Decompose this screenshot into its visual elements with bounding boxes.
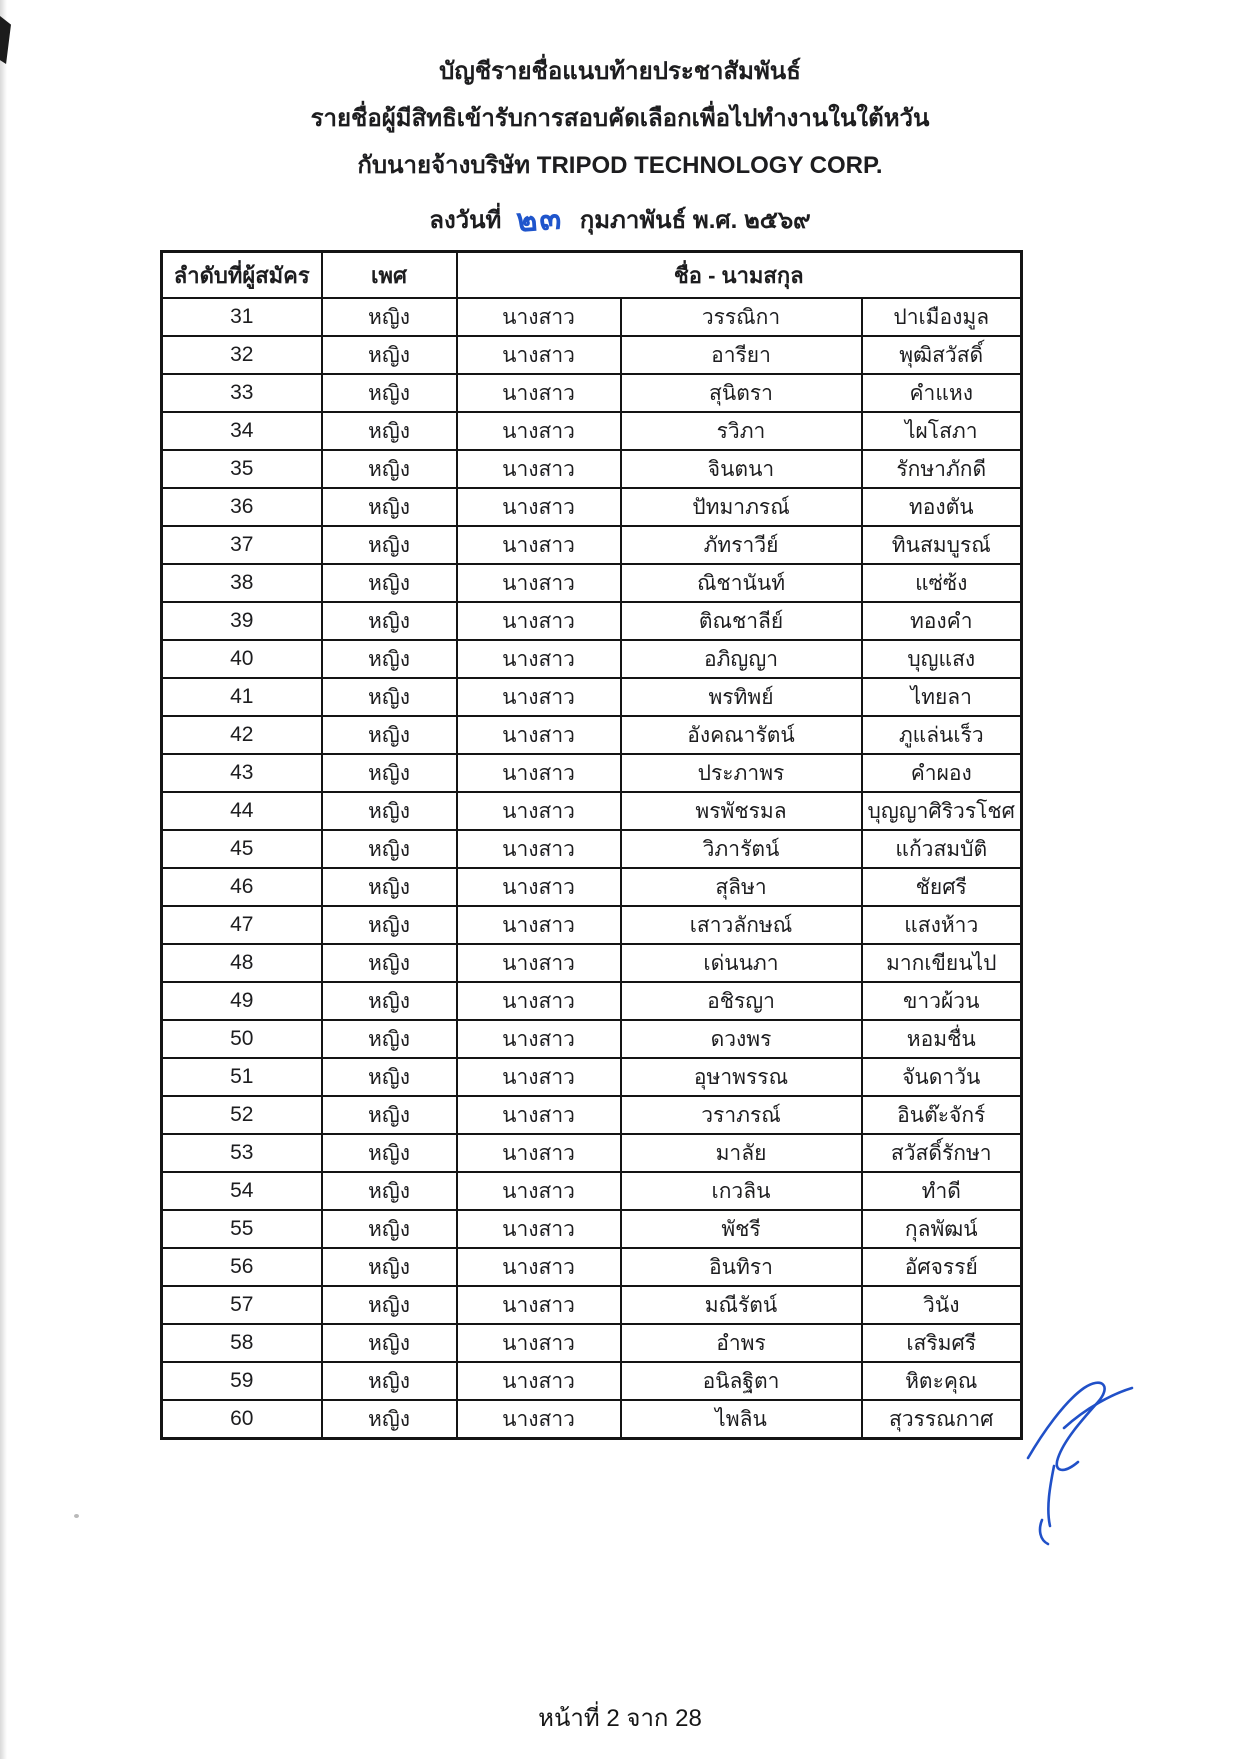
cell-last-name: ไทยลา — [862, 678, 1022, 716]
cell-last-name: จันดาวัน — [862, 1058, 1022, 1096]
table-row — [162, 526, 1022, 564]
cell-title-prefix: นางสาว — [457, 526, 621, 564]
cell-gender: หญิง — [322, 336, 457, 374]
cell-gender: หญิง — [322, 1286, 457, 1324]
cell-last-name: มากเขียนไป — [862, 944, 1022, 982]
handwritten-signature — [1008, 1362, 1158, 1552]
table-row — [162, 412, 1022, 450]
cell-gender: หญิง — [322, 868, 457, 906]
cell-last-name: เสริมศรี — [862, 1324, 1022, 1362]
cell-last-name: ทองตัน — [862, 488, 1022, 526]
cell-first-name: อุษาพรรณ — [621, 1058, 862, 1096]
table-row — [162, 754, 1022, 792]
cell-first-name: ติณชาลีย์ — [621, 602, 862, 640]
cell-title-prefix: นางสาว — [457, 450, 621, 488]
cell-title-prefix: นางสาว — [457, 868, 621, 906]
cell-gender: หญิง — [322, 830, 457, 868]
cell-title-prefix: นางสาว — [457, 298, 621, 336]
cell-gender: หญิง — [322, 1400, 457, 1439]
cell-title-prefix: นางสาว — [457, 1286, 621, 1324]
cell-last-name: หอมชื่น — [862, 1020, 1022, 1058]
scan-edge-shadow — [0, 0, 7, 1759]
table-row — [162, 1248, 1022, 1286]
cell-order-number: 51 — [162, 1058, 322, 1096]
cell-gender: หญิง — [322, 374, 457, 412]
table-row — [162, 374, 1022, 412]
cell-title-prefix: นางสาว — [457, 412, 621, 450]
cell-order-number: 49 — [162, 982, 322, 1020]
cell-first-name: จินตนา — [621, 450, 862, 488]
cell-gender: หญิง — [322, 298, 457, 336]
table-row — [162, 982, 1022, 1020]
cell-order-number: 54 — [162, 1172, 322, 1210]
cell-order-number: 32 — [162, 336, 322, 374]
cell-gender: หญิง — [322, 1248, 457, 1286]
table-row — [162, 1210, 1022, 1248]
cell-last-name: คำแหง — [862, 374, 1022, 412]
table-row — [162, 1020, 1022, 1058]
cell-last-name: สวัสดิ์รักษา — [862, 1134, 1022, 1172]
cell-order-number: 37 — [162, 526, 322, 564]
cell-title-prefix: นางสาว — [457, 1400, 621, 1439]
cell-title-prefix: นางสาว — [457, 564, 621, 602]
cell-title-prefix: นางสาว — [457, 754, 621, 792]
table-row — [162, 1286, 1022, 1324]
table-row — [162, 488, 1022, 526]
header-full-name: ชื่อ - นามสกุล — [457, 252, 1022, 299]
table-row — [162, 640, 1022, 678]
table-row — [162, 944, 1022, 982]
cell-first-name: รวิภา — [621, 412, 862, 450]
table-row — [162, 716, 1022, 754]
cell-last-name: รักษาภักดี — [862, 450, 1022, 488]
cell-title-prefix: นางสาว — [457, 1020, 621, 1058]
cell-title-prefix: นางสาว — [457, 640, 621, 678]
cell-title-prefix: นางสาว — [457, 716, 621, 754]
cell-order-number: 45 — [162, 830, 322, 868]
cell-last-name: พุฒิสวัสดิ์ — [862, 336, 1022, 374]
cell-order-number: 44 — [162, 792, 322, 830]
cell-order-number: 38 — [162, 564, 322, 602]
cell-title-prefix: นางสาว — [457, 792, 621, 830]
cell-gender: หญิง — [322, 564, 457, 602]
document-date-line — [0, 199, 1240, 239]
cell-gender: หญิง — [322, 716, 457, 754]
table-row — [162, 564, 1022, 602]
cell-first-name: สุนิตรา — [621, 374, 862, 412]
cell-gender: หญิง — [322, 1096, 457, 1134]
cell-title-prefix: นางสาว — [457, 1096, 621, 1134]
table-row — [162, 1134, 1022, 1172]
cell-gender: หญิง — [322, 944, 457, 982]
cell-first-name: วรรณิกา — [621, 298, 862, 336]
cell-order-number: 57 — [162, 1286, 322, 1324]
cell-last-name: สุวรรณกาศ — [862, 1400, 1022, 1439]
cell-first-name: พรทิพย์ — [621, 678, 862, 716]
cell-first-name: พัชรี — [621, 1210, 862, 1248]
cell-order-number: 55 — [162, 1210, 322, 1248]
cell-first-name: อภิญญา — [621, 640, 862, 678]
cell-last-name: แก้วสมบัติ — [862, 830, 1022, 868]
cell-gender: หญิง — [322, 1172, 457, 1210]
table-row — [162, 450, 1022, 488]
table-row — [162, 1172, 1022, 1210]
cell-first-name: ไพลิน — [621, 1400, 862, 1439]
table-row — [162, 868, 1022, 906]
table-row — [162, 1362, 1022, 1400]
cell-title-prefix: นางสาว — [457, 336, 621, 374]
table-row — [162, 602, 1022, 640]
cell-title-prefix: นางสาว — [457, 374, 621, 412]
cell-last-name: ไผโสภา — [862, 412, 1022, 450]
cell-first-name: เกวลิน — [621, 1172, 862, 1210]
cell-first-name: อารียา — [621, 336, 862, 374]
cell-last-name: วินัง — [862, 1286, 1022, 1324]
cell-order-number: 47 — [162, 906, 322, 944]
cell-order-number: 48 — [162, 944, 322, 982]
scan-speck-artifact — [74, 1514, 79, 1518]
cell-last-name: กุลพัฒน์ — [862, 1210, 1022, 1248]
cell-order-number: 33 — [162, 374, 322, 412]
cell-last-name: คำผอง — [862, 754, 1022, 792]
cell-order-number: 58 — [162, 1324, 322, 1362]
cell-order-number: 53 — [162, 1134, 322, 1172]
cell-title-prefix: นางสาว — [457, 602, 621, 640]
cell-first-name: เด่นนภา — [621, 944, 862, 982]
cell-last-name: ภูแล่นเร็ว — [862, 716, 1022, 754]
table-header-row — [162, 252, 1022, 299]
table-row — [162, 1400, 1022, 1439]
cell-title-prefix: นางสาว — [457, 1058, 621, 1096]
cell-title-prefix: นางสาว — [457, 1324, 621, 1362]
cell-first-name: อินทิรา — [621, 1248, 862, 1286]
cell-last-name: ชัยศรี — [862, 868, 1022, 906]
cell-last-name: อัศจรรย์ — [862, 1248, 1022, 1286]
cell-title-prefix: นางสาว — [457, 1248, 621, 1286]
cell-order-number: 40 — [162, 640, 322, 678]
cell-first-name: ณิชานันท์ — [621, 564, 862, 602]
cell-gender: หญิง — [322, 526, 457, 564]
date-suffix-label: กุมภาพันธ์ พ.ศ. ๒๕๖๙ — [579, 207, 811, 234]
cell-first-name: ปัทมาภรณ์ — [621, 488, 862, 526]
cell-gender: หญิง — [322, 678, 457, 716]
cell-gender: หญิง — [322, 1210, 457, 1248]
cell-gender: หญิง — [322, 602, 457, 640]
table-row — [162, 906, 1022, 944]
cell-first-name: อชิรญา — [621, 982, 862, 1020]
cell-order-number: 35 — [162, 450, 322, 488]
cell-order-number: 41 — [162, 678, 322, 716]
cell-first-name: ภัทราวีย์ — [621, 526, 862, 564]
cell-last-name: ขาวผ้วน — [862, 982, 1022, 1020]
cell-first-name: ดวงพร — [621, 1020, 862, 1058]
cell-last-name: ทำดี — [862, 1172, 1022, 1210]
cell-last-name: หิตะคุณ — [862, 1362, 1022, 1400]
header-gender: เพศ — [322, 252, 457, 299]
cell-first-name: วราภรณ์ — [621, 1096, 862, 1134]
cell-gender: หญิง — [322, 412, 457, 450]
table-row — [162, 830, 1022, 868]
cell-order-number: 42 — [162, 716, 322, 754]
cell-title-prefix: นางสาว — [457, 488, 621, 526]
cell-title-prefix: นางสาว — [457, 982, 621, 1020]
cell-gender: หญิง — [322, 792, 457, 830]
cell-gender: หญิง — [322, 640, 457, 678]
document-title-line1: บัญชีรายชื่อแนบท้ายประชาสัมพันธ์ — [439, 58, 801, 85]
cell-gender: หญิง — [322, 982, 457, 1020]
table-row — [162, 1324, 1022, 1362]
table-row — [162, 336, 1022, 374]
cell-gender: หญิง — [322, 450, 457, 488]
cell-last-name: บุญญาศิริวรโชศ — [862, 792, 1022, 830]
cell-first-name: สุลิษา — [621, 868, 862, 906]
cell-order-number: 56 — [162, 1248, 322, 1286]
cell-gender: หญิง — [322, 488, 457, 526]
cell-order-number: 60 — [162, 1400, 322, 1439]
cell-last-name: ทินสมบูรณ์ — [862, 526, 1022, 564]
cell-title-prefix: นางสาว — [457, 1172, 621, 1210]
cell-gender: หญิง — [322, 754, 457, 792]
cell-order-number: 39 — [162, 602, 322, 640]
cell-title-prefix: นางสาว — [457, 830, 621, 868]
cell-first-name: อนิลฐิตา — [621, 1362, 862, 1400]
cell-first-name: เสาวลักษณ์ — [621, 906, 862, 944]
cell-last-name: ปาเมืองมูล — [862, 298, 1022, 336]
cell-title-prefix: นางสาว — [457, 1362, 621, 1400]
cell-last-name: แสงห้าว — [862, 906, 1022, 944]
document-header — [0, 0, 1240, 239]
cell-first-name: พรพัชรมล — [621, 792, 862, 830]
table-row — [162, 1096, 1022, 1134]
cell-title-prefix: นางสาว — [457, 678, 621, 716]
cell-first-name: อังคณารัตน์ — [621, 716, 862, 754]
table-row — [162, 678, 1022, 716]
cell-title-prefix: นางสาว — [457, 1134, 621, 1172]
applicant-roster-table — [160, 250, 1023, 1440]
cell-first-name: มาลัย — [621, 1134, 862, 1172]
cell-title-prefix: นางสาว — [457, 1210, 621, 1248]
cell-title-prefix: นางสาว — [457, 906, 621, 944]
cell-order-number: 59 — [162, 1362, 322, 1400]
cell-last-name: แซ่ซ้ง — [862, 564, 1022, 602]
cell-last-name: บุญแสง — [862, 640, 1022, 678]
cell-first-name: อำพร — [621, 1324, 862, 1362]
header-order-number: ลำดับที่ผู้สมัคร — [162, 252, 322, 299]
cell-first-name: มณีรัตน์ — [621, 1286, 862, 1324]
cell-gender: หญิง — [322, 1324, 457, 1362]
cell-gender: หญิง — [322, 1020, 457, 1058]
cell-order-number: 52 — [162, 1096, 322, 1134]
cell-order-number: 43 — [162, 754, 322, 792]
cell-gender: หญิง — [322, 1058, 457, 1096]
cell-gender: หญิง — [322, 1362, 457, 1400]
handwritten-date-value: ๒๓ — [515, 199, 565, 239]
cell-order-number: 50 — [162, 1020, 322, 1058]
cell-gender: หญิง — [322, 1134, 457, 1172]
table-row — [162, 792, 1022, 830]
cell-order-number: 36 — [162, 488, 322, 526]
cell-gender: หญิง — [322, 906, 457, 944]
page-number-label: หน้าที่ 2 จาก 28 — [538, 1705, 702, 1732]
cell-first-name: วิภารัตน์ — [621, 830, 862, 868]
date-prefix-label: ลงวันที่ — [429, 207, 502, 234]
cell-order-number: 34 — [162, 412, 322, 450]
cell-title-prefix: นางสาว — [457, 944, 621, 982]
document-title-line3: กับนายจ้างบริษัท TRIPOD TECHNOLOGY CORP. — [357, 152, 883, 179]
cell-first-name: ประภาพร — [621, 754, 862, 792]
cell-order-number: 31 — [162, 298, 322, 336]
table-row — [162, 1058, 1022, 1096]
document-title-line2: รายชื่อผู้มีสิทธิเข้ารับการสอบคัดเลือกเพื่อไปทำงานในใต้หวัน — [310, 105, 930, 132]
cell-last-name: อินต๊ะจักร์ — [862, 1096, 1022, 1134]
cell-last-name: ทองคำ — [862, 602, 1022, 640]
table-row — [162, 298, 1022, 336]
cell-order-number: 46 — [162, 868, 322, 906]
